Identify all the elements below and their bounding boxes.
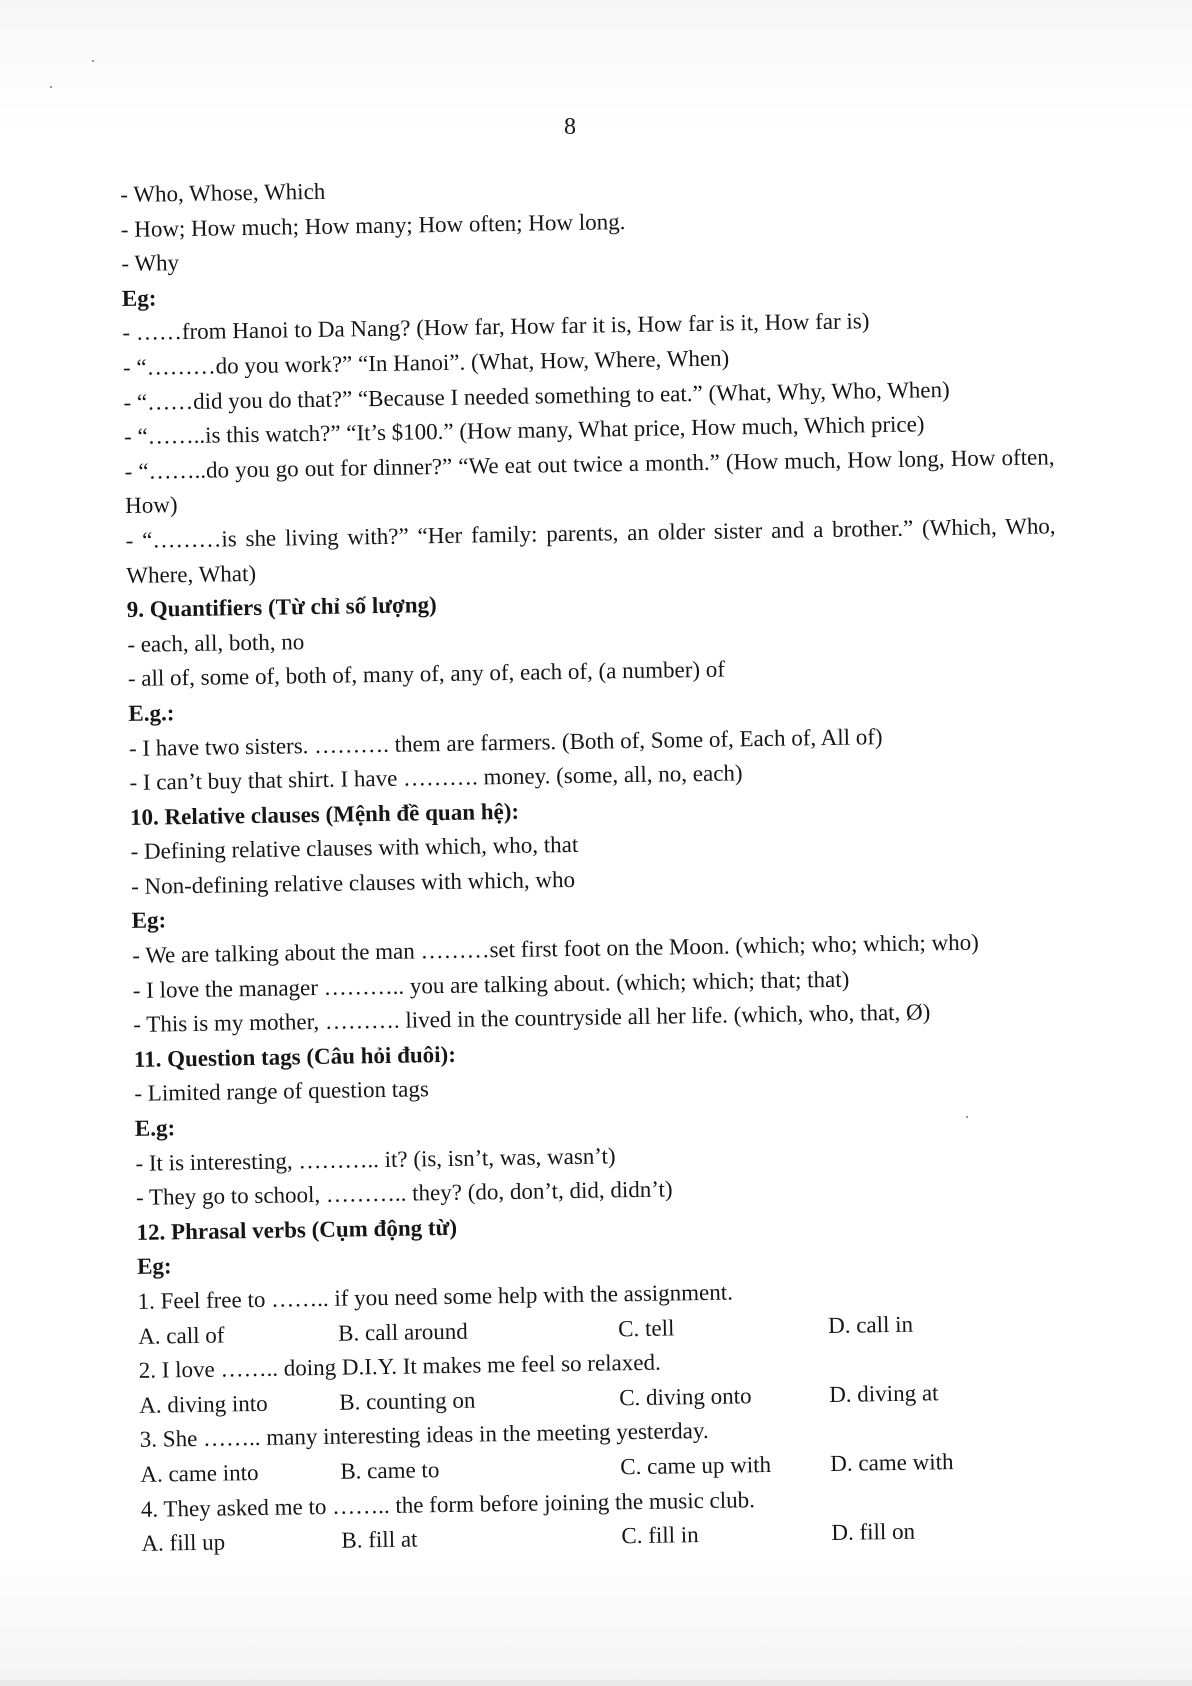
option-b: B. counting on	[339, 1387, 476, 1415]
section-heading-quantifiers: 9. Quantifiers (Từ chỉ số lượng)	[126, 592, 437, 623]
text-line: - Who, Whose, Which	[120, 178, 326, 207]
text-line: - all of, some of, both of, many of, any of, each of, (a number) of	[127, 656, 726, 692]
page-content	[120, 163, 1072, 1561]
scan-edge	[0, 1680, 1192, 1686]
option-b: B. came to	[340, 1457, 440, 1484]
example-item: - “……..is this watch?” “It’s $100.” (How many, What price, How much, Which price)	[123, 411, 925, 450]
example-label: Eg:	[136, 1253, 172, 1280]
question-stem: 4. They asked me to …….. the form before joining the music club.	[140, 1486, 756, 1522]
example-item: - It is interesting, ……….. it? (is, isn’t, was, wasn’t)	[135, 1142, 616, 1176]
text-line: - each, all, both, no	[127, 628, 305, 657]
option-d: D. fill on	[831, 1518, 916, 1546]
example-label: Eg:	[121, 285, 157, 311]
example-item: - I love the manager ……….. you are talking about. (which; which; that; that)	[132, 966, 850, 1003]
example-item: - ……from Hanoi to Da Nang? (How far, How far it is, How far is it, How far is)	[122, 308, 870, 346]
option-d: D. call in	[827, 1311, 914, 1338]
text-line: - Non-defining relative clauses with which, who	[130, 866, 576, 899]
scan-speck	[92, 60, 94, 62]
example-label: E.g.:	[128, 700, 175, 726]
example-item: - I can’t buy that shirt. I have ………. money. (some, all, no, each)	[129, 760, 743, 796]
option-d: D. diving at	[828, 1380, 939, 1407]
option-a: A. diving into	[139, 1390, 268, 1418]
text-line: - Why	[121, 250, 180, 277]
option-a: A. call of	[137, 1322, 225, 1349]
scan-speck	[50, 86, 52, 88]
example-item: - We are talking about the man ………set first foot on the Moon. (which; who; which; who)	[132, 929, 979, 968]
option-a: A. came into	[140, 1459, 259, 1487]
question-stem: 1. Feel free to …….. if you need some help with the assignment.	[137, 1279, 734, 1314]
example-item: - “………is she living with?” “Her family: parents, an older sister and a brother.” (Which, Who, Where, What)	[125, 513, 1056, 588]
section-heading-question-tags: 11. Question tags (Câu hỏi đuôi):	[133, 1041, 457, 1072]
option-d: D. came with	[830, 1449, 954, 1476]
text-line: - Limited range of question tags	[134, 1076, 430, 1107]
option-b: B. fill at	[341, 1526, 418, 1553]
example-item: - This is my mother, ………. lived in the countryside all her life. (which, who, that, Ø)	[133, 999, 931, 1038]
example-item: - “………do you work?” “In Hanoi”. (What, How, Where, When)	[122, 345, 730, 380]
example-item: - They go to school, ……….. they? (do, don’t, did, didn’t)	[135, 1176, 673, 1211]
option-c: C. fill in	[621, 1522, 699, 1549]
option-c: C. tell	[617, 1315, 675, 1341]
example-label: Eg:	[131, 907, 167, 934]
option-b: B. call around	[337, 1318, 469, 1346]
option-c: C. diving onto	[619, 1383, 752, 1411]
example-label: E.g:	[134, 1115, 176, 1141]
example-item: - “……..do you go out for dinner?” “We eat out twice a month.” (How much, How long, How often, How)	[124, 444, 1055, 519]
option-a: A. fill up	[141, 1529, 226, 1556]
scan-speck	[966, 1116, 968, 1118]
section-heading-relative-clauses: 10. Relative clauses (Mệnh đề quan hệ):	[129, 798, 520, 830]
question-stem: 2. I love …….. doing D.I.Y. It makes me feel so relaxed.	[138, 1349, 661, 1384]
text-line: - How; How much; How many; How often; How long.	[120, 208, 626, 242]
option-c: C. came up with	[620, 1451, 772, 1480]
section-heading-phrasal-verbs: 12. Phrasal verbs (Cụm động từ)	[136, 1214, 458, 1245]
text-line: - Defining relative clauses with which, who, that	[130, 832, 579, 865]
question-stem: 3. She …….. many interesting ideas in the meeting yesterday.	[139, 1418, 709, 1453]
example-item: - “……did you do that?” “Because I needed something to eat.” (What, Why, Who, When)	[123, 376, 950, 415]
page-number: 8	[564, 114, 576, 140]
example-item: - I have two sisters. ………. them are farmers. (Both of, Some of, Each of, All of)	[128, 723, 883, 761]
